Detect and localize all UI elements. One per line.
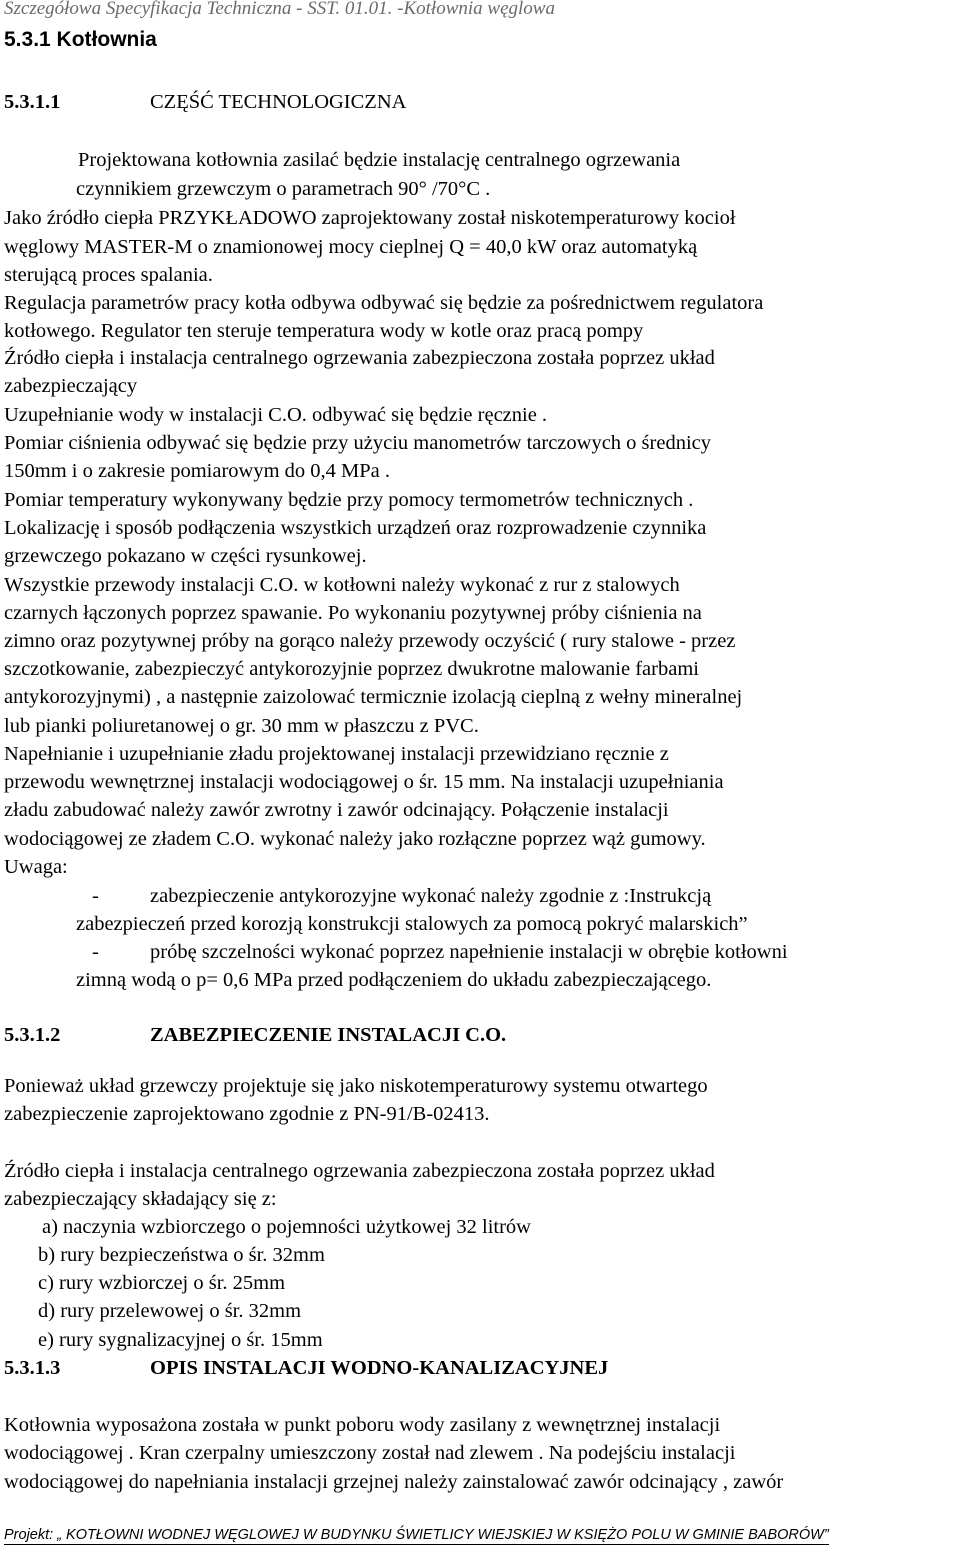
body-line: Pomiar temperatury wykonywany będzie przy pomocy termometrów technicznych . (4, 489, 694, 511)
body-line: Lokalizację i sposób podłączenia wszystkich urządzeń oraz rozprowadzenie czynnika (4, 517, 707, 539)
body-line: Kotłownia wyposażona została w punkt poboru wody zasilany z wewnętrznej instalacji (4, 1414, 721, 1436)
body-line: lub pianki poliuretanowej o gr. 30 mm w płaszczu z PVC. (4, 715, 479, 737)
list-dash: - (92, 941, 99, 963)
body-line: Wszystkie przewody instalacji C.O. w kotłowni należy wykonać z rur z stalowych (4, 574, 680, 596)
body-line: Uzupełnianie wody w instalacji C.O. odbywać się będzie ręcznie . (4, 404, 548, 426)
uwaga-label: Uwaga: (4, 856, 68, 878)
list-item: próbę szczelności wykonać poprzez napełnienie instalacji w obrębie kotłowni (150, 941, 788, 963)
body-line: kotłowego. Regulator ten steruje temperatura wody w kotle oraz pracą pompy (4, 320, 644, 342)
document-footer: Projekt: „ KOTŁOWNI WODNEJ WĘGLOWEJ W BUDYNKU ŚWIETLICY WIEJSKIEJ W KSIĘŻO POLU W GMINIE BABORÓW” (4, 1527, 829, 1543)
body-line: Pomiar ciśnienia odbywać się będzie przy użyciu manometrów tarczowych o średnicy (4, 432, 711, 454)
body-line: grzewczego pokazano w części rysunkowej. (4, 545, 367, 567)
body-line: Regulacja parametrów pracy kotła odbywa odbywać się będzie za pośrednictwem regulatora (4, 292, 764, 314)
body-line: Ponieważ układ grzewczy projektuje się jako niskotemperaturowy systemu otwartego (4, 1075, 708, 1097)
sec1-title: CZĘŚĆ TECHNOLOGICZNA (150, 91, 407, 113)
body-line: czynnikiem grzewczym o parametrach 90° /70°C . (76, 178, 491, 200)
list-item: b) rury bezpieczeństwa o śr. 32mm (38, 1244, 325, 1266)
sec2-number: 5.3.1.2 (4, 1024, 61, 1046)
body-line: Źródło ciepła i instalacja centralnego ogrzewania zabezpieczona została poprzez układ (4, 347, 715, 369)
body-line: zabezpieczający (4, 375, 138, 397)
body-line: sterującą proces spalania. (4, 264, 213, 286)
list-item: d) rury przelewowej o śr. 32mm (38, 1300, 302, 1322)
body-line: przewodu wewnętrznej instalacji wodociągowej o śr. 15 mm. Na instalacji uzupełniania (4, 771, 724, 793)
body-line: Projektowana kotłownia zasilać będzie instalację centralnego ogrzewania (78, 149, 681, 171)
list-item: a) naczynia wzbiorczego o pojemności użytkowej 32 litrów (42, 1216, 531, 1238)
list-item-cont: zimną wodą o p= 0,6 MPa przed podłączeniem do układu zabezpieczającego. (76, 969, 712, 991)
body-line: 150mm i o zakresie pomiarowym do 0,4 MPa . (4, 460, 391, 482)
body-line: wodociągowej do napełniania instalacji grzejnej należy zainstalować zawór odcinający , zawór (4, 1471, 784, 1493)
body-line: zimno oraz pozytywnej próby na gorąco należy przewody oczyścić ( rury stalowe - przez (4, 630, 736, 652)
sec3-number: 5.3.1.3 (4, 1357, 61, 1379)
list-item: e) rury sygnalizacyjnej o śr. 15mm (38, 1329, 323, 1351)
body-line: węglowy MASTER-M o znamionowej mocy cieplnej Q = 40,0 kW oraz automatyką (4, 236, 698, 258)
body-line: szczotkowanie, zabezpieczyć antykorozyjnie poprzez dwukrotne malowanie farbami (4, 658, 699, 680)
body-line: zładu zabudować należy zawór zwrotny i zawór odcinający. Połączenie instalacji (4, 799, 669, 821)
document-header: Szczegółowa Specyfikacja Techniczna - SST. 01.01. -Kotłownia węglowa (4, 0, 555, 19)
list-dash: - (92, 885, 99, 907)
sec3-title: OPIS INSTALACJI WODNO-KANALIZACYJNEJ (150, 1357, 609, 1379)
body-line: zabezpieczający składający się z: (4, 1188, 277, 1210)
sec2-title: ZABEZPIECZENIE INSTALACJI C.O. (150, 1024, 507, 1046)
sec1-number: 5.3.1.1 (4, 91, 61, 113)
body-line: Jako źródło ciepła PRZYKŁADOWO zaprojektowany został niskotemperaturowy kocioł (4, 207, 736, 229)
section-title: 5.3.1 Kotłownia (4, 28, 157, 51)
list-item-cont: zabezpieczeń przed korozją konstrukcji stalowych za pomocą pokryć malarskich” (76, 913, 748, 935)
body-line: zabezpieczenie zaprojektowano zgodnie z PN-91/B-02413. (4, 1103, 490, 1125)
body-line: czarnych łączonych poprzez spawanie. Po wykonaniu pozytywnej próby ciśnienia na (4, 602, 702, 624)
list-item: c) rury wzbiorczej o śr. 25mm (38, 1272, 286, 1294)
body-line: Napełnianie i uzupełnianie zładu projektowanej instalacji przewidziano ręcznie z (4, 743, 669, 765)
list-item: zabezpieczenie antykorozyjne wykonać należy zgodnie z :Instrukcją (150, 885, 712, 907)
body-line: wodociągowej ze zładem C.O. wykonać należy jako rozłączne poprzez wąż gumowy. (4, 828, 706, 850)
body-line: antykorozyjnymi) , a następnie zaizolować termicznie izolacją cieplną z wełny mineralnej (4, 686, 743, 708)
body-line: Źródło ciepła i instalacja centralnego ogrzewania zabezpieczona została poprzez układ (4, 1160, 715, 1182)
body-line: wodociągowej . Kran czerpalny umieszczony został nad zlewem . Na podejściu instalacji (4, 1442, 736, 1464)
